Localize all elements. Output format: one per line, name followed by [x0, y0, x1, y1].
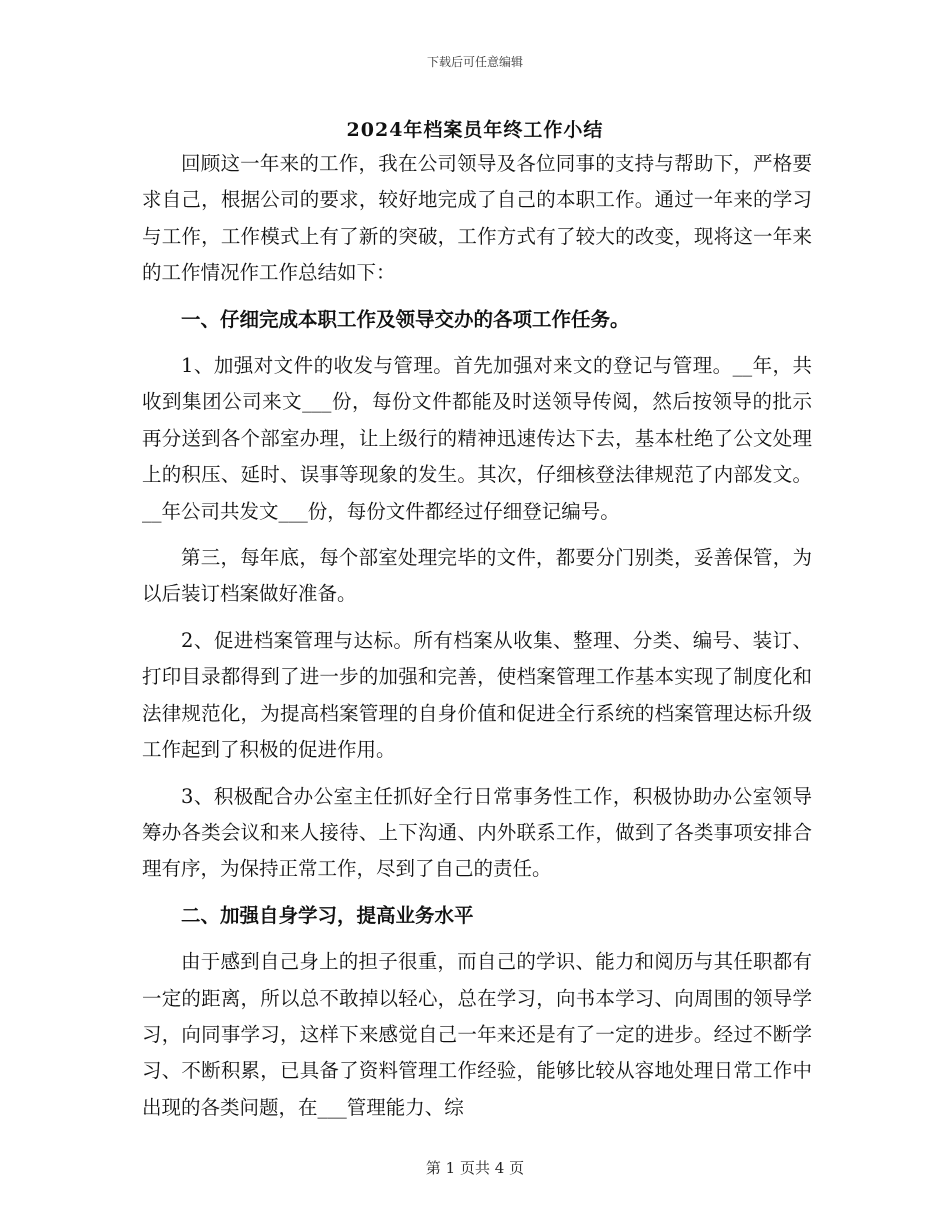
page-number: 第 1 页共 4 页 [425, 1159, 525, 1177]
section-heading-1: 一、仔细完成本职工作及领导交办的各项工作任务。 [181, 307, 630, 331]
document-body [142, 146, 812, 1126]
paragraph-intro: 回顾这一年来的工作，我在公司领导及各位同事的支持与帮助下，严格要求自己，根据公司的要求，较好地完成了自己的本职工作。通过一年来的学习与工作，工作模式上有了新的突破，工作方式有了较大的改变，现将这一年来的工作情况作工作总结如下： [142, 152, 812, 285]
paragraph-item-1: 1、加强对文件的收发与管理。首先加强对来文的登记与管理。__年，共收到集团公司来文___份，每份文件都能及时送领导传阅，然后按领导的批示再分送到各个部室办理，让上级行的精神迅速传达下去，基本杜绝了公文处理上的积压、延时、误事等现象的发生。其次，仔细核登法律规范了内部发文。__年公司共发文___份，每份文件都经过仔细登记编号。 [142, 354, 812, 523]
paragraph-study: 由于感到自己身上的担子很重，而自己的学识、能力和阅历与其任职都有一定的距离，所以总不敢掉以轻心，总在学习，向书本学习、向周围的领导学习，向同事学习，这样下来感觉自己一年来还是有了一定的进步。经过不断学习、不断积累，已具备了资料管理工作经验，能够比较从容地处理日常工作中出现的各类问题，在___管理能力、综 [142, 950, 812, 1119]
header-note: 下载后可任意编辑 [426, 55, 523, 69]
document-title: 2024年档案员年终工作小结 [346, 119, 604, 141]
paragraph-item-2: 2、促进档案管理与达标。所有档案从收集、整理、分类、编号、装订、打印目录都得到了进一步的加强和完善，使档案管理工作基本实现了制度化和法律规范化，为提高档案管理的自身价值和促进全行系统的档案管理达标升级工作起到了积极的促进作用。 [142, 628, 812, 762]
paragraph-item-3: 3、积极配合办公室主任抓好全行日常事务性工作，积极协助办公室领导筹办各类会议和来人接待、上下沟通、内外联系工作，做到了各类事项安排合理有序，为保持正常工作，尽到了自己的责任。 [142, 784, 812, 881]
paragraph-third: 第三，每年底，每个部室处理完毕的文件，都要分门别类，妥善保管，为以后装订档案做好准备。 [142, 546, 812, 606]
section-heading-2: 二、加强自身学习，提高业务水平 [181, 903, 474, 927]
